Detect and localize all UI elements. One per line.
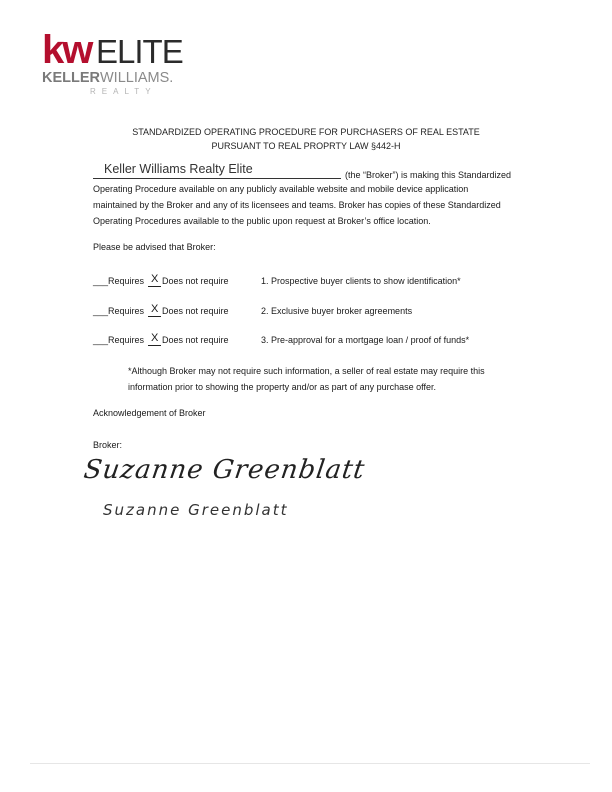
- logo-williams-text: WILLIAMS.: [100, 70, 174, 86]
- broker-name-field: Keller Williams Realty Elite: [104, 162, 253, 176]
- note-line-2: information prior to showing the property and/or as part of any purchase offer.: [128, 382, 437, 392]
- requirement-item: 2. Exclusive buyer broker agreements: [261, 306, 413, 316]
- does-not-require-mark: X: [151, 273, 159, 285]
- requires-blank: ___: [93, 276, 109, 286]
- paragraph-line-2: maintained by the Broker and any of its licensees and teams. Broker has copies of these Standardized: [93, 200, 501, 210]
- does-not-require-mark: X: [151, 303, 159, 315]
- logo-keller-williams: [42, 70, 173, 86]
- mark-underline: [148, 286, 161, 287]
- broker-label: Broker:: [93, 440, 123, 450]
- document-title-line-1: STANDARDIZED OPERATING PROCEDURE FOR PURCHASERS OF REAL ESTATE: [132, 127, 480, 137]
- handwritten-signature: Suzanne Greenblatt: [81, 455, 368, 485]
- requires-blank: ___: [93, 306, 109, 316]
- requirement-row: [93, 303, 553, 322]
- requirement-item: 1. Prospective buyer clients to show identification*: [261, 276, 461, 286]
- page-bottom-rule: [30, 763, 590, 764]
- mark-underline: [148, 345, 161, 346]
- does-not-require-label: Does not require: [162, 276, 229, 286]
- requires-label: Requires: [108, 276, 145, 286]
- does-not-require-mark: X: [151, 332, 159, 344]
- broker-name-underline: [93, 178, 341, 179]
- requirement-item: 3. Pre-approval for a mortgage loan / proof of funds*: [261, 335, 470, 345]
- mark-underline: [148, 316, 161, 317]
- logo-kw-text: kw: [42, 28, 92, 72]
- requires-label: Requires: [108, 306, 145, 316]
- does-not-require-label: Does not require: [162, 306, 229, 316]
- requirement-row: [93, 332, 553, 351]
- logo-realty-text: REALTY: [90, 87, 157, 96]
- acknowledgement-heading: Acknowledgement of Broker: [93, 408, 206, 418]
- requires-label: Requires: [108, 335, 145, 345]
- logo-elite-text: ELITE: [96, 33, 183, 70]
- logo-keller-text: KELLER: [42, 70, 100, 86]
- paragraph-line-1: Operating Procedure available on any publicly available website and mobile device application: [93, 184, 469, 194]
- note-line-1: *Although Broker may not require such information, a seller of real estate may require this: [128, 366, 485, 376]
- paragraph-line-3: Operating Procedures available to the public upon request at Broker’s office location.: [93, 216, 431, 226]
- broker-suffix-text: (the “Broker”) is making this Standardized: [345, 170, 512, 180]
- requirement-row: [93, 273, 553, 292]
- advised-text: Please be advised that Broker:: [93, 242, 216, 252]
- does-not-require-label: Does not require: [162, 335, 229, 345]
- document-title-line-2: PURSUANT TO REAL PROPRTY LAW §442-H: [211, 141, 401, 151]
- handwritten-printed-name: Suzanne Greenblatt: [103, 501, 289, 519]
- requires-blank: ___: [93, 335, 109, 345]
